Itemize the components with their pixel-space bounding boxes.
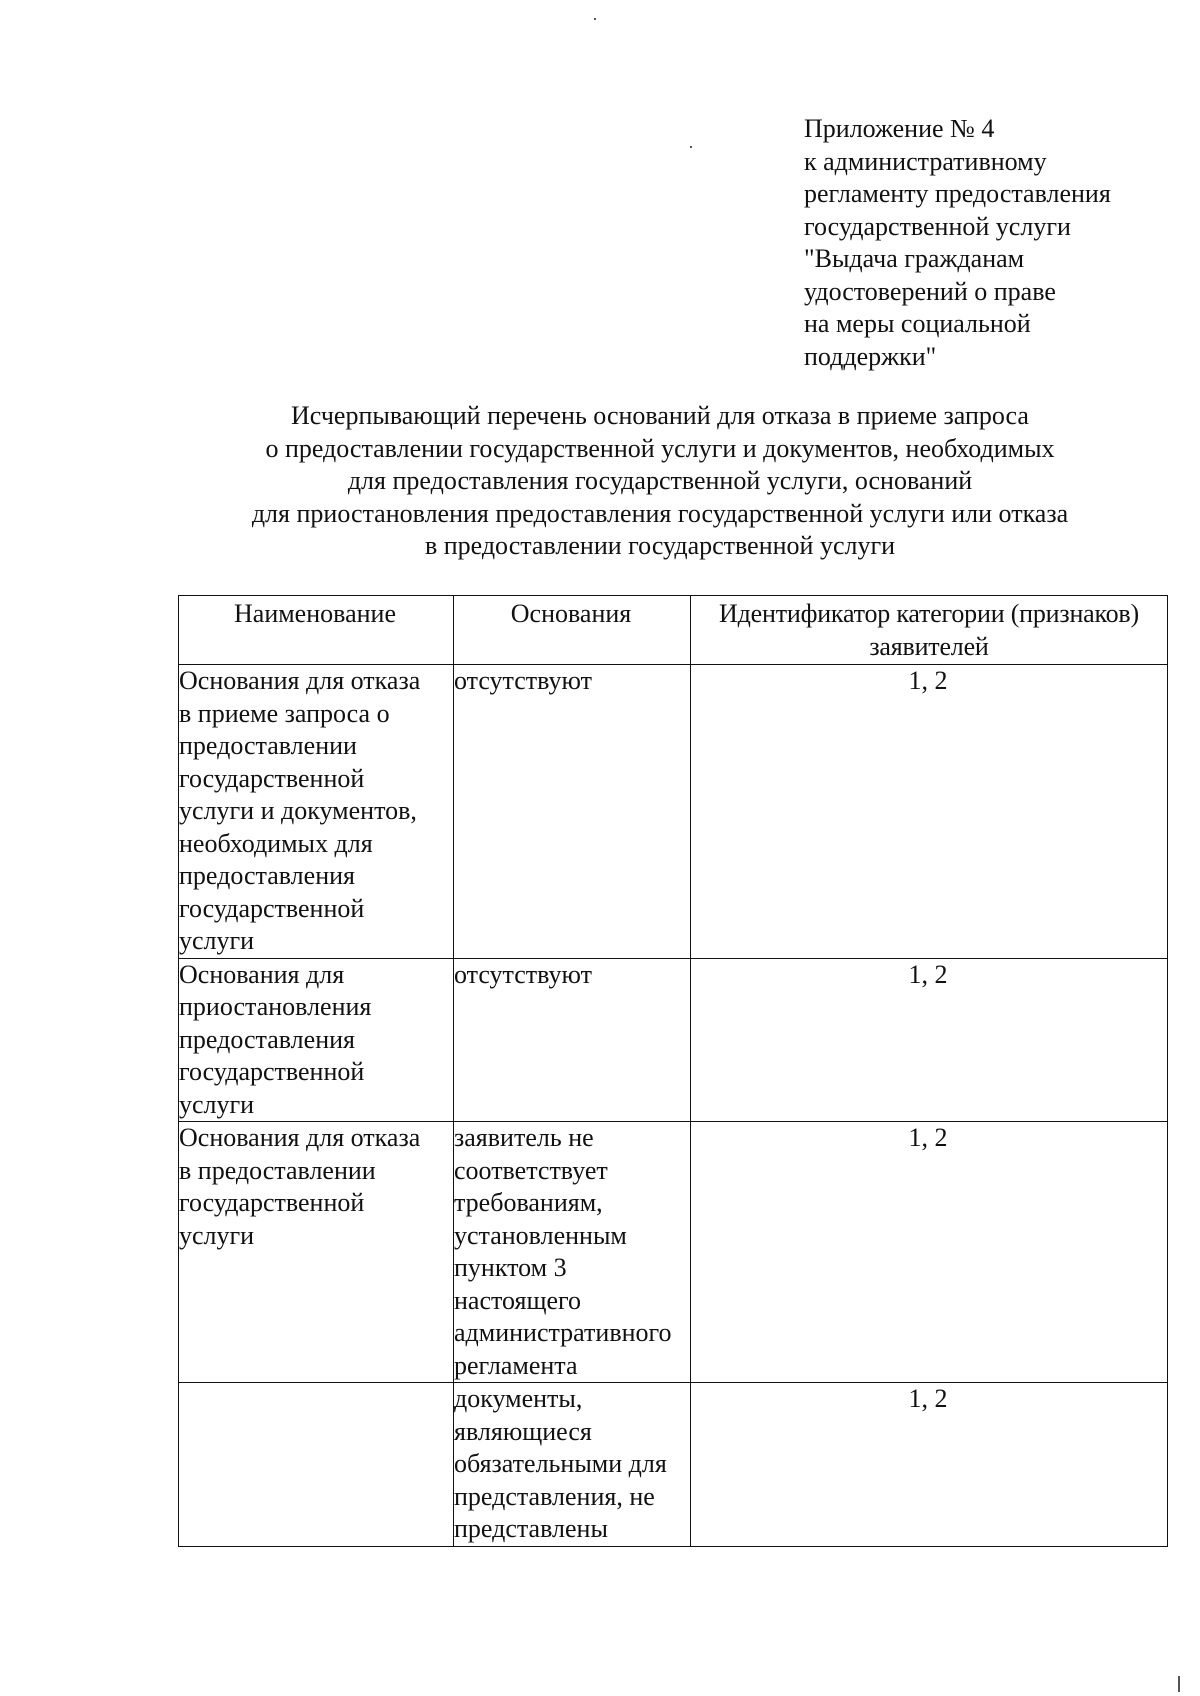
title-line: о предоставлении государственной услуги и документов, необходимых xyxy=(265,433,1055,463)
cell-line: услуги xyxy=(179,926,255,955)
scan-speck xyxy=(594,18,596,20)
cell-line: в приеме запроса о xyxy=(179,698,390,728)
table-row xyxy=(179,1383,1168,1547)
cell-line: административного xyxy=(454,1318,672,1347)
cell-grounds xyxy=(454,958,691,1122)
cell-name xyxy=(179,665,454,959)
cell-line: государственной xyxy=(179,893,365,923)
cell-line: пунктом 3 xyxy=(454,1253,567,1282)
cell-line: заявитель не xyxy=(454,1123,594,1152)
cell-line: услуги xyxy=(179,1089,255,1119)
cell-line: отсутствуют xyxy=(454,666,592,695)
cell-line: приостановления xyxy=(179,992,372,1021)
cell-line: регламента xyxy=(454,1350,578,1380)
title-line: Исчерпывающий перечень оснований для отказа в приеме запроса xyxy=(291,401,1029,430)
cell-line: документы, xyxy=(454,1384,583,1413)
cell-line: представлены xyxy=(454,1514,608,1543)
cell-line: требованиям, xyxy=(454,1188,603,1217)
cell-line: государственной xyxy=(179,1057,365,1086)
cell-line: в предоставлении xyxy=(179,1155,376,1185)
cell-line: представления, не xyxy=(454,1481,655,1511)
cell-line: отсутствуют xyxy=(454,959,592,989)
cell-grounds xyxy=(454,1383,691,1547)
annex-line: регламенту предоставления xyxy=(804,179,1111,208)
cell-line: предоставлении xyxy=(179,731,357,760)
cell-line: являющиеся xyxy=(454,1416,592,1446)
cell-identifier: 1, 2 xyxy=(691,665,1168,959)
cell-line: услуги xyxy=(179,1220,255,1250)
annex-line: государственной услуги xyxy=(804,211,1071,241)
table-row xyxy=(179,958,1168,1122)
cell-identifier: 1, 2 xyxy=(691,1383,1168,1547)
title-line: для приостановления предоставления государственной услуги или отказа xyxy=(251,498,1069,528)
title-line: в предоставлении государственной услуги xyxy=(424,531,896,560)
table-row xyxy=(179,1122,1168,1383)
annex-header xyxy=(804,113,1164,373)
annex-line: Приложение № 4 xyxy=(804,114,995,143)
annex-line: "Выдача гражданам xyxy=(804,244,1025,273)
header-identifier-line: заявителей xyxy=(869,631,989,661)
annex-line: поддержки" xyxy=(804,341,937,371)
cell-identifier: 1, 2 xyxy=(691,958,1168,1122)
cell-line: Основания для отказа xyxy=(179,1123,421,1152)
header-identifier-line: Идентификатор категории (признаков) xyxy=(719,599,1139,628)
grounds-table xyxy=(178,595,1168,1547)
cell-line: Основания для отказа xyxy=(179,666,421,695)
scan-speck xyxy=(690,146,692,148)
cell-line: необходимых для xyxy=(179,828,373,858)
header-grounds: Основания xyxy=(454,596,691,665)
annex-line: удостоверений о праве xyxy=(804,276,1056,306)
cell-line: государственной xyxy=(179,1188,365,1217)
header-name: Наименование xyxy=(179,596,454,665)
cell-line: государственной xyxy=(179,763,365,793)
scan-mark xyxy=(1178,1676,1180,1692)
cell-line: предоставления xyxy=(179,1024,355,1054)
cell-line: установленным xyxy=(454,1220,627,1250)
table-row xyxy=(179,665,1168,959)
cell-identifier: 1, 2 xyxy=(691,1122,1168,1383)
title-line: для предоставления государственной услуги, оснований xyxy=(347,466,973,495)
annex-line: на меры социальной xyxy=(804,309,1031,338)
cell-name xyxy=(179,958,454,1122)
cell-name-empty xyxy=(179,1383,454,1547)
cell-line: услуги и документов, xyxy=(179,796,417,825)
cell-grounds xyxy=(454,665,691,959)
cell-grounds xyxy=(454,1122,691,1383)
document-title xyxy=(160,400,1160,563)
header-identifier xyxy=(691,596,1168,665)
cell-line: обязательными для xyxy=(454,1449,667,1478)
cell-line: предоставления xyxy=(179,861,355,890)
cell-name xyxy=(179,1122,454,1383)
cell-line: настоящего xyxy=(454,1285,582,1315)
annex-line: к административному xyxy=(804,146,1047,176)
cell-line: Основания для xyxy=(179,959,345,989)
cell-line: соответствует xyxy=(454,1155,608,1185)
table-header-row xyxy=(179,596,1168,665)
